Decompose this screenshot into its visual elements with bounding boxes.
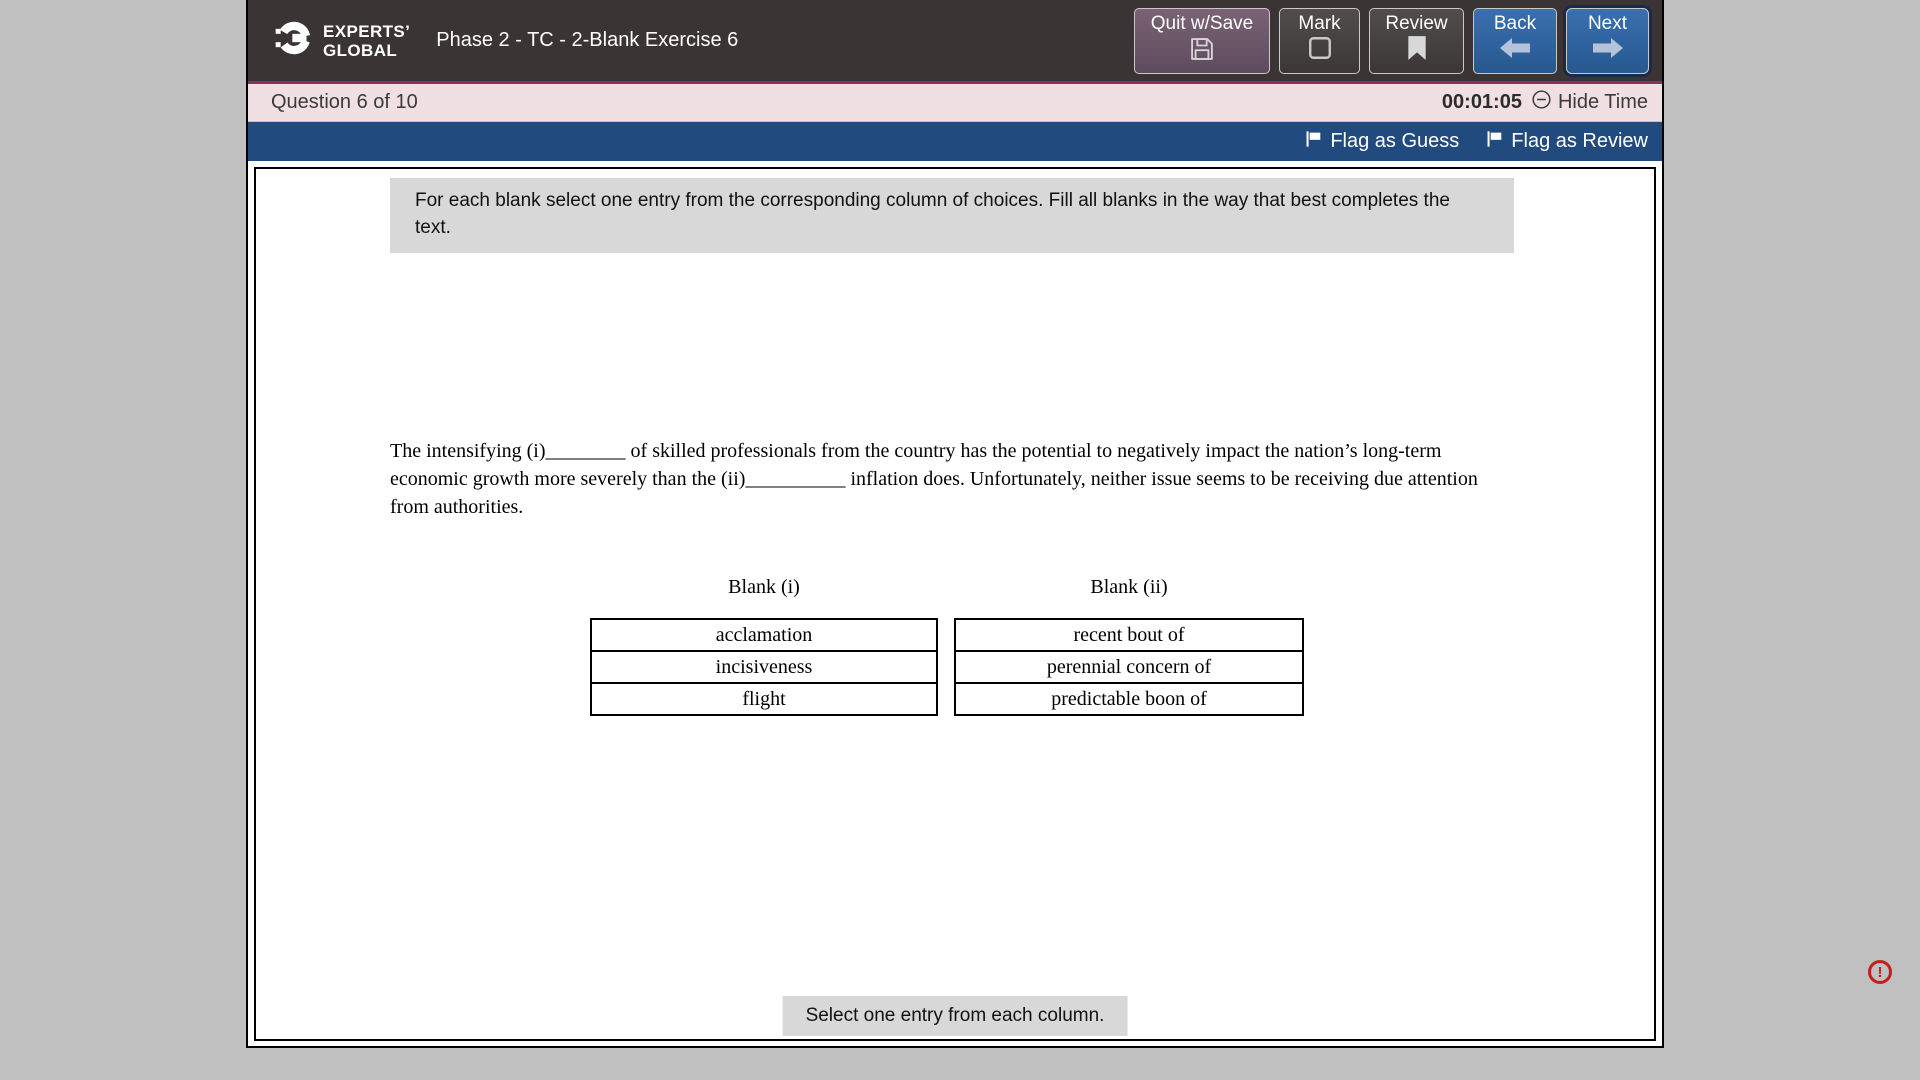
- next-button[interactable]: [1566, 8, 1649, 74]
- timer-area: [1442, 89, 1648, 116]
- review-label: Review: [1385, 12, 1448, 34]
- option-cell[interactable]: incisiveness: [591, 651, 937, 683]
- review-button[interactable]: [1369, 8, 1464, 74]
- blank-i-options-table: [590, 618, 938, 716]
- passage-text: [390, 437, 1506, 521]
- back-label: Back: [1493, 12, 1537, 34]
- flag-bar: [248, 122, 1662, 161]
- minus-circle-icon: [1531, 89, 1552, 116]
- blank-2: __________: [745, 468, 846, 490]
- blank-ii-options-table: [954, 618, 1304, 716]
- mark-label: Mark: [1298, 12, 1341, 34]
- arrow-right-icon: [1591, 35, 1625, 67]
- answer-columns: [590, 576, 1304, 716]
- blank-1: ________: [545, 440, 626, 462]
- flag-as-guess-button[interactable]: [1305, 130, 1459, 154]
- page-title: Phase 2 - TC - 2-Blank Exercise 6: [436, 29, 739, 51]
- test-window: [246, 0, 1664, 1048]
- blank-ii-header: Blank (ii): [1090, 576, 1168, 598]
- blank-i-column: [590, 576, 938, 716]
- flag-as-guess-label: Flag as Guess: [1330, 130, 1460, 152]
- next-label: Next: [1587, 12, 1628, 34]
- blank-ii-column: [954, 576, 1304, 716]
- option-cell[interactable]: recent bout of: [955, 619, 1303, 651]
- blank-i-header: Blank (i): [728, 576, 800, 598]
- alert-exclamation-icon[interactable]: [1868, 960, 1892, 984]
- option-cell[interactable]: flight: [591, 683, 937, 715]
- quit-with-save-label: Quit w/Save: [1150, 12, 1254, 34]
- quit-with-save-button[interactable]: [1134, 8, 1270, 74]
- bookmark-icon: [1406, 35, 1428, 67]
- option-cell[interactable]: predictable boon of: [955, 683, 1303, 715]
- mark-button[interactable]: [1279, 8, 1360, 74]
- timer-value: 00:01:05: [1441, 91, 1522, 113]
- question-progress: Question 6 of 10: [271, 91, 418, 113]
- logo-text: EXPERTS’ GLOBAL: [323, 21, 411, 60]
- back-button[interactable]: [1473, 8, 1557, 74]
- top-bar: [248, 0, 1662, 81]
- flag-icon: [1486, 130, 1503, 154]
- question-frame: [254, 167, 1656, 1041]
- question-area: [248, 161, 1662, 1046]
- option-cell[interactable]: perennial concern of: [955, 651, 1303, 683]
- checkbox-icon: [1307, 35, 1333, 67]
- passage-segment: The intensifying (i): [390, 440, 546, 462]
- save-floppy-icon: [1188, 35, 1216, 69]
- flag-as-review-label: Flag as Review: [1511, 130, 1648, 152]
- topbar-buttons: [1134, 8, 1649, 74]
- experts-global-g-icon: [274, 18, 314, 63]
- experts-global-logo: [274, 18, 410, 63]
- instructions-box: For each blank select one entry from the corresponding column of choices. Fill all blanks in the way that best completes the text.: [390, 178, 1514, 253]
- option-cell[interactable]: acclamation: [591, 619, 937, 651]
- hide-time-label: Hide Time: [1557, 91, 1648, 113]
- passage-segment: of skilled professionals from the country has the potential to negatively impact the nation’s long-term economic growth more severely than the (ii): [390, 440, 1442, 490]
- arrow-left-icon: [1498, 35, 1532, 67]
- passage-segment: inflation does. Unfortunately, neither issue seems to be receiving due attention from authorities.: [390, 468, 1478, 518]
- flag-as-review-button[interactable]: [1486, 130, 1648, 154]
- hide-time-button[interactable]: [1531, 89, 1648, 116]
- flag-icon: [1305, 130, 1322, 154]
- alert-glyph: !: [1877, 963, 1883, 981]
- status-bar: [248, 81, 1662, 122]
- selection-prompt: Select one entry from each column.: [783, 996, 1128, 1036]
